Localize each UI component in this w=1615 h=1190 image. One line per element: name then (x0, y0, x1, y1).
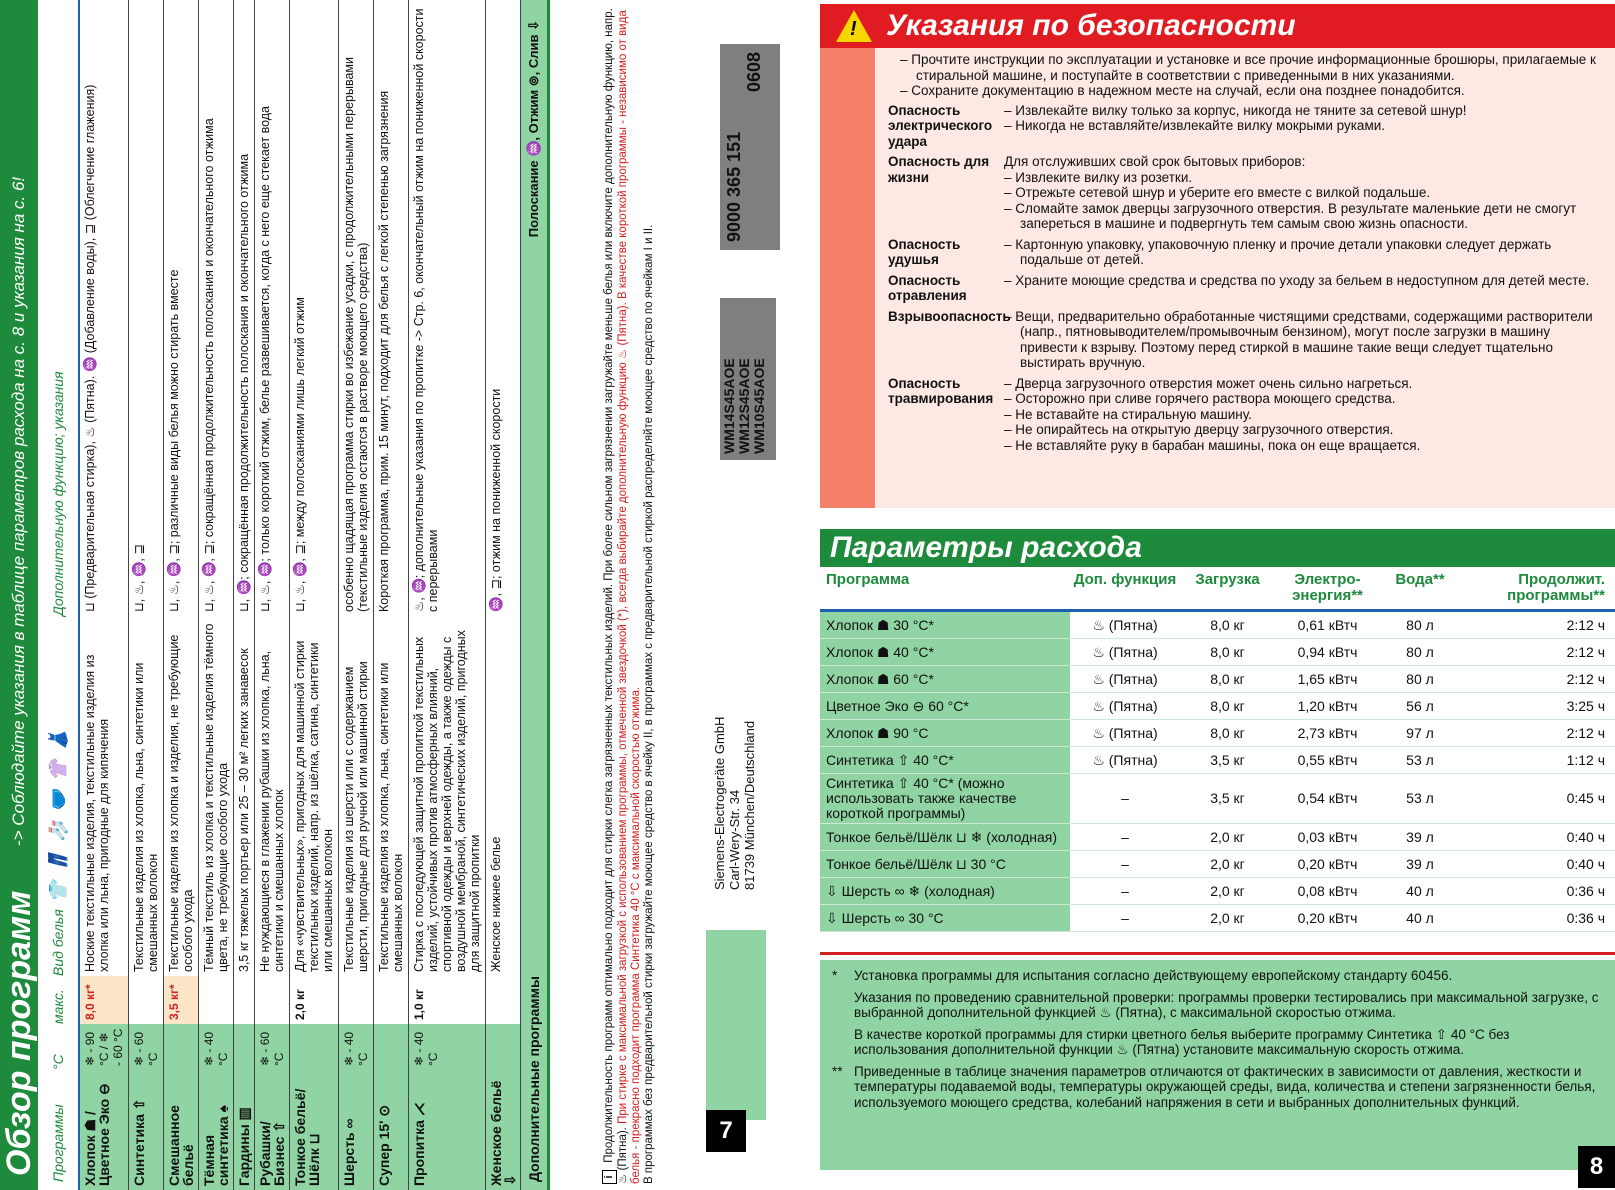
cons-load: 2,0 кг (1210, 882, 1245, 899)
program-max-load: 1,0 кг (412, 988, 426, 1020)
table-row (820, 639, 1615, 666)
safety-intro-line: – Сохраните документацию в надежном месте на случай, если она позднее понадобится. (900, 83, 1465, 98)
program-temp (234, 1024, 254, 1070)
cons-option: – (1121, 909, 1129, 926)
safety-item (888, 273, 1608, 304)
program-max-load (255, 976, 289, 1024)
company-address (712, 717, 757, 890)
laundry-type: Ноские текстильные изделия, текстильные изделия из хлопка или льна, пригодные для кипячения (83, 654, 111, 972)
cons-water: 39 л (1406, 855, 1434, 872)
cons-duration: 0:45 ч (1566, 790, 1605, 806)
cons-load: 2,0 кг (1210, 909, 1245, 926)
program-name: Супер 15' ⊙ (374, 1070, 408, 1190)
safety-item-text (1004, 237, 1608, 268)
program-name: Пропитка ⋌ (409, 1070, 485, 1190)
cons-option: ♨ (Пятна) (1092, 751, 1158, 768)
safety-item-text (1004, 103, 1608, 150)
program-temp: ❄ - 90 °C / ❄ - 60 °C (80, 1024, 128, 1070)
cons-water: 80 л (1406, 670, 1434, 687)
table-row (199, 0, 234, 1190)
laundry-type: Тёмный текстиль из хлопка и текстильные изделия тёмного цвета, не требующие особого ухода (202, 623, 230, 972)
program-max-load (374, 976, 408, 1024)
trousers-icon: 👖 (47, 850, 68, 873)
laundry-type: Стирка с последующей защитной пропиткой текстильных изделий, устойчивых против атмосферных влияний, спортивной одежды и верхней одежды, а также одежды с воздушной мембраной, синтетических изделий, пригодных для защитной пропитки (412, 630, 482, 972)
cons-duration: 2:12 ч (1566, 616, 1605, 633)
safety-item (888, 103, 1608, 150)
company-line: Carl-Wery-Str. 34 (727, 789, 742, 890)
program-temp: ❄ - 40 °C (199, 1024, 233, 1070)
table-row (820, 851, 1615, 878)
col-load: Загрузка (1195, 571, 1260, 588)
program-notes: ⊔, ♨, ♒, ⊒; сокращённая продолжительность полоскания и окончательного отжима (202, 118, 216, 612)
dress-icon: 👗 (47, 728, 68, 752)
model-line: WM14S45AOE (721, 358, 737, 454)
table-row (486, 0, 521, 1190)
safety-line: – Извлеките вилку из розетки. (1004, 169, 1193, 185)
program-name: Хлопок ☗ / Цветное Эко ⊖ (80, 1070, 128, 1190)
footnote-mark (832, 990, 854, 1021)
safety-text (888, 52, 1608, 458)
table-row (820, 878, 1615, 905)
footnotes-block (820, 960, 1615, 1170)
table-row (820, 720, 1615, 747)
col-water: Вода** (1395, 571, 1445, 588)
safety-item-key: Опасность удушья (888, 236, 961, 267)
cons-water: 53 л (1406, 751, 1434, 768)
safety-item-text (1004, 376, 1608, 454)
model-line: WM12S45AOE (736, 358, 752, 454)
table-row (255, 0, 290, 1190)
footnote (832, 1064, 1602, 1111)
cons-option: ♨ (Пятна) (1092, 670, 1158, 687)
program-name: Тёмная синтетика ♠ (199, 1070, 233, 1190)
safety-line: – Не вставляйте руку в барабан машины, пока он еще вращается. (1004, 437, 1421, 453)
program-notes: ⊔, ♒; сокращённая продолжительность полоскания и окончательного отжима (237, 153, 251, 612)
program-notes: ⊔, ♨, ♒, ⊒; различные виды белья можно стирать вместе (167, 269, 181, 612)
table-row (290, 0, 339, 1190)
consumption-rows (820, 612, 1615, 932)
table-row (129, 0, 164, 1190)
footnote-text: Установка программы для испытания согласно действующему европейскому стандарту 60456. (854, 968, 1453, 983)
note-black-2: В программах без предварительной стирки загружайте моющее средство в ячейку II, в программах с предварительной стиркой распределяйте моющее средство по ячейкам I и II. (643, 224, 655, 1184)
safety-line: – Отрежьте сетевой шнур и уберите его вместе с вилкой подальше. (1004, 185, 1431, 200)
tshirt-icon: 👚 (47, 759, 68, 782)
model-box (720, 298, 776, 460)
table-row (164, 0, 199, 1190)
clothes-icons (48, 729, 69, 904)
cons-energy: 1,20 кВтч (1297, 697, 1358, 714)
overview-note (600, 0, 658, 1190)
footnote (832, 968, 1602, 984)
col-programs: Программы (50, 1104, 66, 1182)
cons-load: 3,5 кг (1210, 751, 1245, 768)
program-max-load: 3,5 кг* (164, 976, 198, 1024)
program-temp: ❄ - 40 °C (339, 1024, 373, 1070)
program-temp: ❄ - 60 °C (255, 1024, 289, 1070)
consumption-table-header (820, 570, 1615, 612)
laundry-type: Не нуждающиеся в глажении рубашки из хлопка, льна, синтетики и смешанных хлопок (258, 650, 286, 972)
col-program: Программа (826, 571, 910, 588)
table-row (820, 905, 1615, 932)
safety-item (888, 237, 1608, 268)
cons-program: ⇩ Шерсть ∞ 30 °C (820, 905, 1070, 931)
program-temp (486, 1024, 520, 1070)
cons-program: Хлопок ☗ 30 °C* (820, 612, 1070, 638)
cons-water: 40 л (1406, 909, 1434, 926)
safety-item-text (1004, 154, 1608, 232)
docnum-line: 9000 365 151 (724, 131, 744, 242)
consumption-table (820, 570, 1615, 932)
cons-duration: 2:12 ч (1566, 724, 1605, 741)
table-row (374, 0, 409, 1190)
consumption-title: Параметры расхода (830, 531, 1142, 564)
table-row (339, 0, 374, 1190)
cons-option: – (1121, 855, 1129, 872)
safety-item (888, 376, 1608, 454)
footnote (832, 990, 1602, 1021)
program-name: Гардины ▥ (234, 1070, 254, 1190)
overview-rows (80, 0, 521, 1190)
cons-program: Синтетика ⇧ 40 °C* (можно использовать также качестве короткой программы) (820, 774, 1070, 823)
left-footer-strip (700, 0, 795, 1150)
footnote-text: В качестве короткой программы для стирки цветного белья выберите программу Синтетика ⇧ 40 °C без использования дополнительной функции ♨ (Пятна) установите максимальную скорость отжима. (854, 1026, 1510, 1057)
safety-title: Указания по безопасности (886, 9, 1296, 42)
overview-hint: -> Соблюдайте указания в таблице параметров расхода на с. 8 и указания на с. 6! (9, 176, 28, 846)
docnum-box (720, 44, 780, 250)
program-name: Синтетика ⇧ (129, 1070, 163, 1190)
safety-line: – Не опирайтесь на открытую дверцу загрузочного отверстия. (1004, 422, 1394, 437)
consumption-header (820, 529, 1615, 567)
warning-icon: ! (836, 10, 872, 42)
col-option: Доп. функция (1073, 571, 1177, 588)
program-max-load (234, 976, 254, 1024)
program-temp (164, 1024, 198, 1070)
footnotes (832, 968, 1602, 1116)
table-row (820, 774, 1615, 824)
cons-energy: 2,73 кВтч (1297, 724, 1358, 741)
program-name: Шерсть ∞ (339, 1070, 373, 1190)
laundry-type: Для «чувствительных», пригодных для машинной стирки текстильных изделий, напр. из шёлка, сатина, синтетики или смешанных волокон (293, 640, 335, 972)
table-row (820, 693, 1615, 720)
safety-line: – Картонную упаковку, упаковочную пленку и прочие детали упаковки следует держать подальше от детей. (1004, 236, 1552, 267)
col-temp: °C (50, 1054, 66, 1070)
safety-intro (888, 52, 1608, 99)
cons-program: Хлопок ☗ 60 °C* (820, 666, 1070, 692)
program-name: Смешанное бельё (164, 1070, 198, 1190)
laundry-type: Женское нижнее белье (489, 836, 503, 972)
overview-header-band (0, 0, 38, 1190)
safety-line: – Дверца загрузочного отверстия может очень сильно нагреться. (1004, 375, 1413, 391)
program-max-load (199, 976, 233, 1024)
cons-water: 53 л (1406, 790, 1434, 806)
laundry-type: Текстильные изделия из хлопка и изделия, не требующие особого ухода (167, 634, 195, 972)
program-name: Женское бельё ⇩ (486, 1070, 520, 1190)
cons-duration: 0:40 ч (1566, 855, 1605, 872)
laundry-type: Текстильные изделия из шерсти или с содержанием шерсти, пригодные для ручной или машинной стирки (342, 661, 370, 972)
table-row (820, 747, 1615, 774)
cons-load: 2,0 кг (1210, 855, 1245, 872)
shirt-icon: 👕 (47, 880, 68, 904)
safety-line: – Вещи, предварительно обработанные чистящими средствами, содержащими растворители (напр., пятновыводителем/промывочным бензином), могут после загрузки в машину привести к взрыву. Поэтому перед стиркой в машине такие вещи следует тщательно выстирать вручную. (1004, 308, 1593, 370)
cons-energy: 0,94 кВтч (1297, 643, 1358, 660)
cons-energy: 0,20 кВтч (1297, 855, 1358, 872)
additional-programs-label: Дополнительные программы (526, 976, 542, 1182)
overview-table (38, 0, 550, 1190)
table-row (409, 0, 486, 1190)
safety-item-key: Опасность для жизни (888, 154, 990, 185)
safety-item-key: Опасность электрического удара (888, 102, 993, 149)
cons-load: 2,0 кг (1210, 828, 1245, 845)
program-max-load: 2,0 кг (293, 988, 307, 1020)
cons-duration: 0:36 ч (1566, 882, 1605, 899)
cons-option: ♨ (Пятна) (1092, 643, 1158, 660)
cons-program: Синтетика ⇧ 40 °C* (820, 747, 1070, 773)
safety-item-key: Взрывоопасность (888, 308, 1011, 324)
col-laundry-label: Вид белья (50, 909, 66, 976)
footnote-mark: ** (832, 1063, 843, 1079)
safety-side-bar (820, 48, 875, 508)
safety-item (888, 154, 1608, 232)
footnote-text: Приведенные в таблице значения параметров отличаются от фактических в зависимости от давления, жесткости и температуры подаваемой воды, температуры окружающей среды, вида, количества и степени загрязненности белья, используемого моющего средства, колебаний напряжения в сети и выбранных дополнительных функций. (854, 1063, 1596, 1110)
cons-duration: 2:12 ч (1566, 643, 1605, 660)
program-name: Тонкое бельё/Шёлк ⊔ (290, 1070, 338, 1190)
safety-intro-line: – Прочтите инструкции по эксплуатации и установке и все прочие информационные брошюры, прилагаемые к стиральной машине, и поступайте в соответствии с приведенными в них указаниями. (900, 52, 1596, 83)
col-duration: Продолжит. программы** (1507, 571, 1605, 604)
cons-duration: 1:12 ч (1566, 751, 1605, 768)
safety-line: – Сломайте замок дверцы загрузочного отверстия. В результате маленькие дети не смогут запереться в машине и подвергнуть тем самым свою жизнь опасности. (1004, 200, 1577, 231)
table-row (80, 0, 129, 1190)
cons-duration: 0:40 ч (1566, 828, 1605, 845)
info-icon: i (602, 1170, 617, 1184)
col-energy: Электро-энергия** (1292, 571, 1363, 604)
program-notes: ⊔, ♨, ♒; только короткий отжим, белье развешивается, когда с него еще стекает вода (258, 106, 272, 612)
safety-item-key: Опасность травмирования (888, 375, 994, 406)
program-max-load (486, 976, 520, 1024)
safety-item-key: Опасность отравления (888, 272, 967, 303)
program-temp (374, 1024, 408, 1070)
cons-load: 8,0 кг (1210, 670, 1245, 687)
safety-header (820, 4, 1615, 48)
cons-energy: 0,55 кВтч (1297, 751, 1358, 768)
safety-line: – Никогда не вставляйте/извлекайте вилку мокрыми руками. (1004, 118, 1386, 133)
cons-water: 39 л (1406, 828, 1434, 845)
program-notes: ⊔, ♨, ♒, ⊒; между полосканиями лишь легкий отжим (293, 297, 307, 612)
col-max: макс. (50, 989, 66, 1024)
cons-water: 56 л (1406, 697, 1434, 714)
company-line: Siemens-Electrogeräte GmbH (712, 716, 727, 890)
overview-title: Обзор программ (0, 890, 38, 1176)
laundry-type: 3,5 кг тяжелых портьер или 25 – 30 м² легких занавесок (237, 648, 251, 972)
cons-load: 8,0 кг (1210, 724, 1245, 741)
cons-water: 80 л (1406, 643, 1434, 660)
table-row (820, 666, 1615, 693)
footnote (832, 1027, 1602, 1058)
program-overview-page (0, 0, 795, 1190)
footnote-mark (832, 1027, 854, 1058)
cons-duration: 2:12 ч (1566, 670, 1605, 687)
right-page (820, 0, 1615, 1190)
cons-energy: 0,61 кВтч (1297, 616, 1358, 633)
page-number-8: 8 (1578, 1146, 1615, 1188)
cons-program: Хлопок ☗ 90 °C (820, 720, 1070, 746)
cons-duration: 3:25 ч (1566, 697, 1605, 714)
underwear-icon: 🩲 (47, 789, 68, 813)
cons-water: 80 л (1406, 616, 1434, 633)
safety-item-text (1004, 273, 1608, 304)
cons-energy: 0,08 кВтч (1297, 882, 1358, 899)
program-notes: ⊔ (Предварительная стирка), ♨ (Пятна). ♒ (Добавление воды), ⊒ (Облегчение глажения) (83, 84, 97, 612)
program-temp: ❄ - 60 °C (129, 1024, 163, 1070)
program-notes: ⊔, ♨, ♒, ⊒ (132, 544, 146, 612)
additional-programs-row (521, 0, 550, 1190)
safety-line: – Осторожно при сливе горячего раствора моющего средства. (1004, 391, 1396, 406)
program-notes: особенно щадящая программа стирки во избежание усадки, с продолжительными перерывами (текстильные изделия остаются в растворе моющего средства) (342, 57, 370, 612)
cons-option: – (1121, 790, 1129, 806)
safety-line: Для отслуживших свой срок бытовых приборов: (1004, 154, 1306, 169)
page-number-7: 7 (706, 1110, 746, 1152)
safety-items (888, 103, 1608, 454)
cons-program: ⇩ Шерсть ∞ ❄ (холодная) (820, 878, 1070, 904)
table-row (820, 824, 1615, 851)
program-notes: Короткая программа, прим. 15 минут, подходит для белья с легкой степенью загрязнения (377, 90, 391, 612)
cons-program: Тонкое бельё/Шёлк ⊔ ❄ (холодная) (820, 824, 1070, 850)
note-black: Продолжительность программ оптимально подходит для стирки слегка загрязненных текстильных изделий. При более сильном загрязнении загружайте меньше белья или включите дополнительную функцию, напр. ♨ (Пятна). (603, 8, 629, 1184)
cons-load: 8,0 кг (1210, 697, 1245, 714)
footnote-text: Указания по проведению сравнительной проверки: программы проверки тестировались при максимальной загрузке, с выбранной дополнительной функцией ♨ (Пятна), с максимальной скоростью отжима. (854, 989, 1599, 1020)
cons-program: Цветное Эко ⊖ 60 °C* (820, 693, 1070, 719)
col-laundry (48, 616, 69, 976)
safety-item (888, 309, 1608, 371)
model-line: WM10S45AOE (751, 358, 767, 454)
cons-water: 97 л (1406, 724, 1434, 741)
cons-load: 8,0 кг (1210, 616, 1245, 633)
program-max-load (339, 976, 373, 1024)
note-red: При стирке с максимальной загрузкой с использованием программы, отмеченной звездочкой (*), всегда выбирайте дополнительную функцию ♨ (Пятна). В качестве короткой программы - независимо от вида белья - прекрасно подходит программа Синтетика 40 °C с максимальной скоростью отжима. (617, 10, 642, 1184)
company-line: 81739 München/Deutschland (742, 720, 757, 890)
safety-line: – Храните моющие средства и средства по уходу за бельем в недоступном для детей месте. (1004, 272, 1590, 288)
program-notes: ♒, ⊒; отжим на пониженной скорости (489, 388, 503, 612)
program-name: Рубашки/Бизнес ⇧ (255, 1070, 289, 1190)
program-temp (290, 1024, 338, 1070)
additional-programs-items: Полоскание ♒, Отжим ⊚, Слив ⇩ (526, 20, 541, 238)
overview-table-header (38, 0, 80, 1190)
safety-line: – Извлекайте вилку только за корпус, никогда не тяните за сетевой шнур! (1004, 102, 1467, 118)
cons-energy: 0,20 кВтч (1297, 909, 1358, 926)
safety-item-text (1004, 309, 1608, 371)
cons-energy: 1,65 кВтч (1297, 670, 1358, 687)
cons-program: Тонкое бельё/Шёлк ⊔ 30 °C (820, 851, 1070, 877)
cons-duration: 0:36 ч (1566, 909, 1605, 926)
sock-icon: 🧦 (47, 820, 68, 843)
laundry-type: Текстильные изделия из хлопка, льна, синтетики или смешанных волокон (377, 662, 405, 972)
program-notes: ♨, ♒; дополнительные указания по пропитке -> Стр. 6, окончательный отжим на пониженной скорости с перерывами (412, 8, 440, 612)
program-overview-rotated (0, 0, 795, 1190)
cons-option: – (1121, 828, 1129, 845)
program-max-load (129, 976, 163, 1024)
program-max-load: 8,0 кг* (80, 976, 128, 1024)
docnum-line: 0608 (744, 52, 764, 93)
cons-program: Хлопок ☗ 40 °C* (820, 639, 1070, 665)
cons-option: ♨ (Пятна) (1092, 724, 1158, 741)
cons-energy: 0,54 кВтч (1297, 790, 1358, 806)
cons-energy: 0,03 кВтч (1297, 828, 1358, 845)
table-row (234, 0, 255, 1190)
footnote-mark: * (832, 968, 838, 983)
cons-option: – (1121, 882, 1129, 899)
cons-water: 40 л (1406, 882, 1434, 899)
red-divider (820, 952, 1615, 955)
safety-block (820, 48, 1615, 508)
cons-load: 3,5 кг (1210, 790, 1245, 806)
safety-line: – Не вставайте на стиральную машину. (1004, 406, 1252, 422)
program-temp: ❄ - 40 °C (409, 1024, 485, 1070)
cons-option: ♨ (Пятна) (1092, 697, 1158, 714)
cons-option: ♨ (Пятна) (1092, 616, 1158, 633)
col-notes: Дополнительную функцию; указания (50, 371, 66, 616)
laundry-type: Текстильные изделия из хлопка, льна, синтетики или смешанных волокон (132, 662, 160, 972)
table-row (820, 612, 1615, 639)
cons-load: 8,0 кг (1210, 643, 1245, 660)
arrow-shape (706, 930, 766, 1120)
